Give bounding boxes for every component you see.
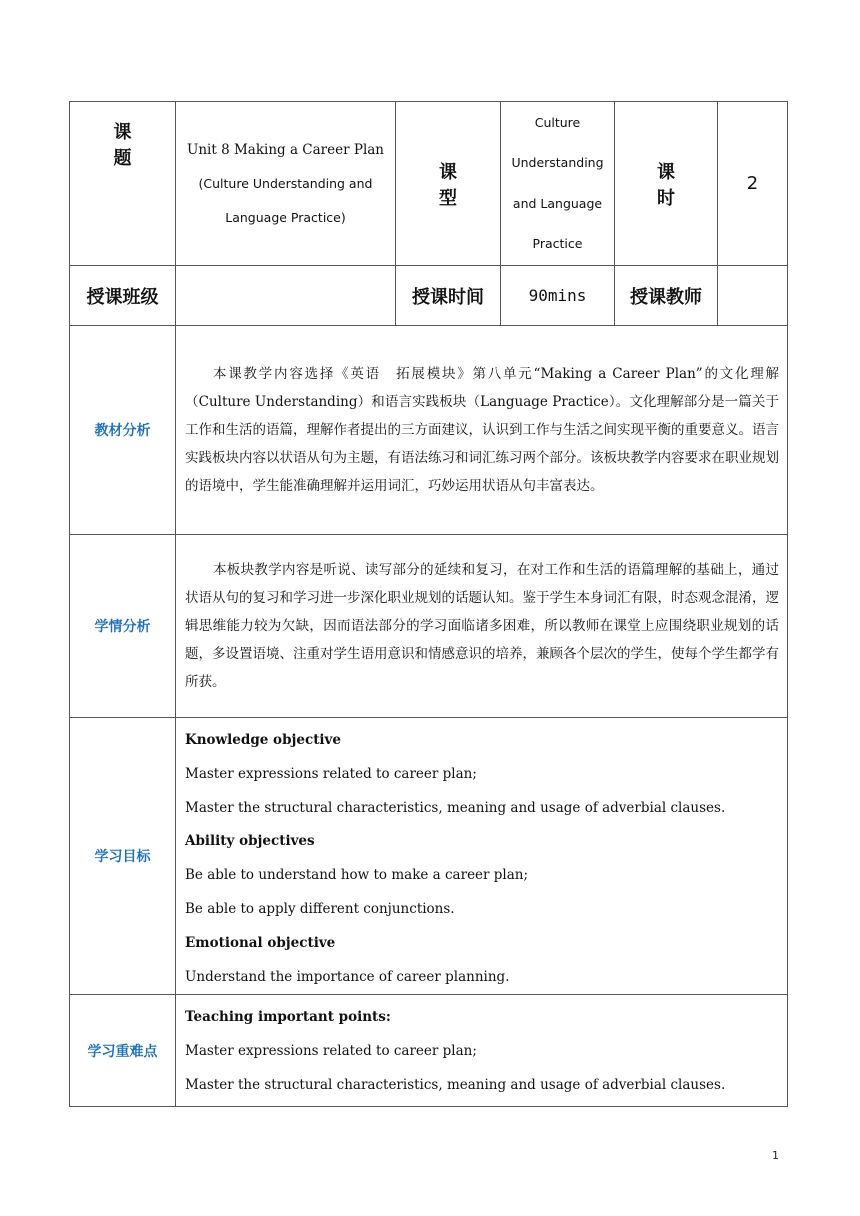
students-label: 学情分析	[70, 535, 176, 718]
type-value	[501, 102, 615, 266]
type-label: 课 型	[396, 102, 501, 266]
knowledge-item-1: Master expressions related to career plan;	[185, 765, 477, 782]
objectives-content	[176, 718, 788, 995]
emotional-item-1: Understand the importance of career planning.	[185, 968, 510, 985]
ability-item-2: Be able to apply different conjunctions.	[185, 900, 455, 917]
time-label: 授课时间	[396, 266, 501, 326]
knowledge-item-2: Master the structural characteristics, meaning and usage of adverbial clauses.	[185, 799, 726, 816]
type-line-1: Culture	[534, 114, 581, 130]
keypoints-title: Teaching important points:	[185, 1009, 391, 1026]
material-row	[70, 326, 788, 535]
time-value: 90mins	[501, 266, 615, 326]
knowledge-title: Knowledge objective	[185, 732, 341, 748]
type-line-3: and Language	[512, 195, 603, 211]
page-number: 1	[772, 1149, 779, 1162]
emotional-title: Emotional objective	[185, 934, 336, 951]
students-row	[70, 535, 788, 718]
topic-line-3: Language Practice)	[225, 209, 346, 225]
topic-label: 课 题	[70, 102, 176, 266]
header-row-2	[70, 266, 788, 326]
objectives-label: 学习目标	[70, 718, 176, 995]
ability-title: Ability objectives	[185, 833, 315, 850]
header-row-1	[70, 102, 788, 266]
lesson-plan-table	[69, 101, 788, 1107]
keypoint-item-1: Master expressions related to career plan;	[185, 1043, 477, 1060]
keypoints-label: 学习重难点	[70, 995, 176, 1107]
keypoints-content	[176, 995, 788, 1107]
class-label: 授课班级	[70, 266, 176, 326]
keypoint-item-2: Master the structural characteristics, meaning and usage of adverbial clauses.	[185, 1076, 726, 1093]
students-text: 本板块教学内容是听说、读写部分的延续和复习，在对工作和生活的语篇理解的基础上，通过状语从句的复习和学习进一步深化职业规划的话题认知。鉴于学生本身词汇有限，时态观念混淆，逻辑思维能力较为欠缺，因而语法部分的学习面临诸多困难，所以教师在课堂上应围绕职业规划的话题，多设置语境、注重对学生语用意识和情感意识的培养，兼顾各个层次的学生，使每个学生都学有所获。	[176, 535, 788, 718]
hours-value: 2	[718, 102, 788, 266]
topic-line-1: Unit 8 Making a Career Plan	[186, 141, 385, 158]
material-label: 教材分析	[70, 326, 176, 535]
teacher-value	[718, 266, 788, 326]
keypoints-row	[70, 995, 788, 1107]
topic-value	[176, 102, 396, 266]
type-line-2: Understanding	[511, 155, 604, 170]
topic-line-2: (Culture Understanding and	[198, 175, 373, 191]
hours-label: 课 时	[615, 102, 718, 266]
material-text: 本课教学内容选择《英语 拓展模块》第八单元“Making a Career Plan”的文化理解（Culture Understanding）和语言实践板块（Language Practice）。文化理解部分是一篇关于工作和生活的语篇，理解作者提出的三方面建议，认识到工作与生活之间实现平衡的重要意义。语言实践板块内容以状语从句为主题，有语法练习和词汇练习两个部分。该板块教学内容要求在职业规划的语境中，学生能准确理解并运用词汇，巧妙运用状语从句丰富表达。	[176, 326, 788, 535]
type-line-4: Practice	[532, 236, 583, 251]
class-value	[176, 266, 396, 326]
ability-item-1: Be able to understand how to make a career plan;	[185, 867, 529, 884]
objectives-row	[70, 718, 788, 995]
teacher-label: 授课教师	[615, 266, 718, 326]
